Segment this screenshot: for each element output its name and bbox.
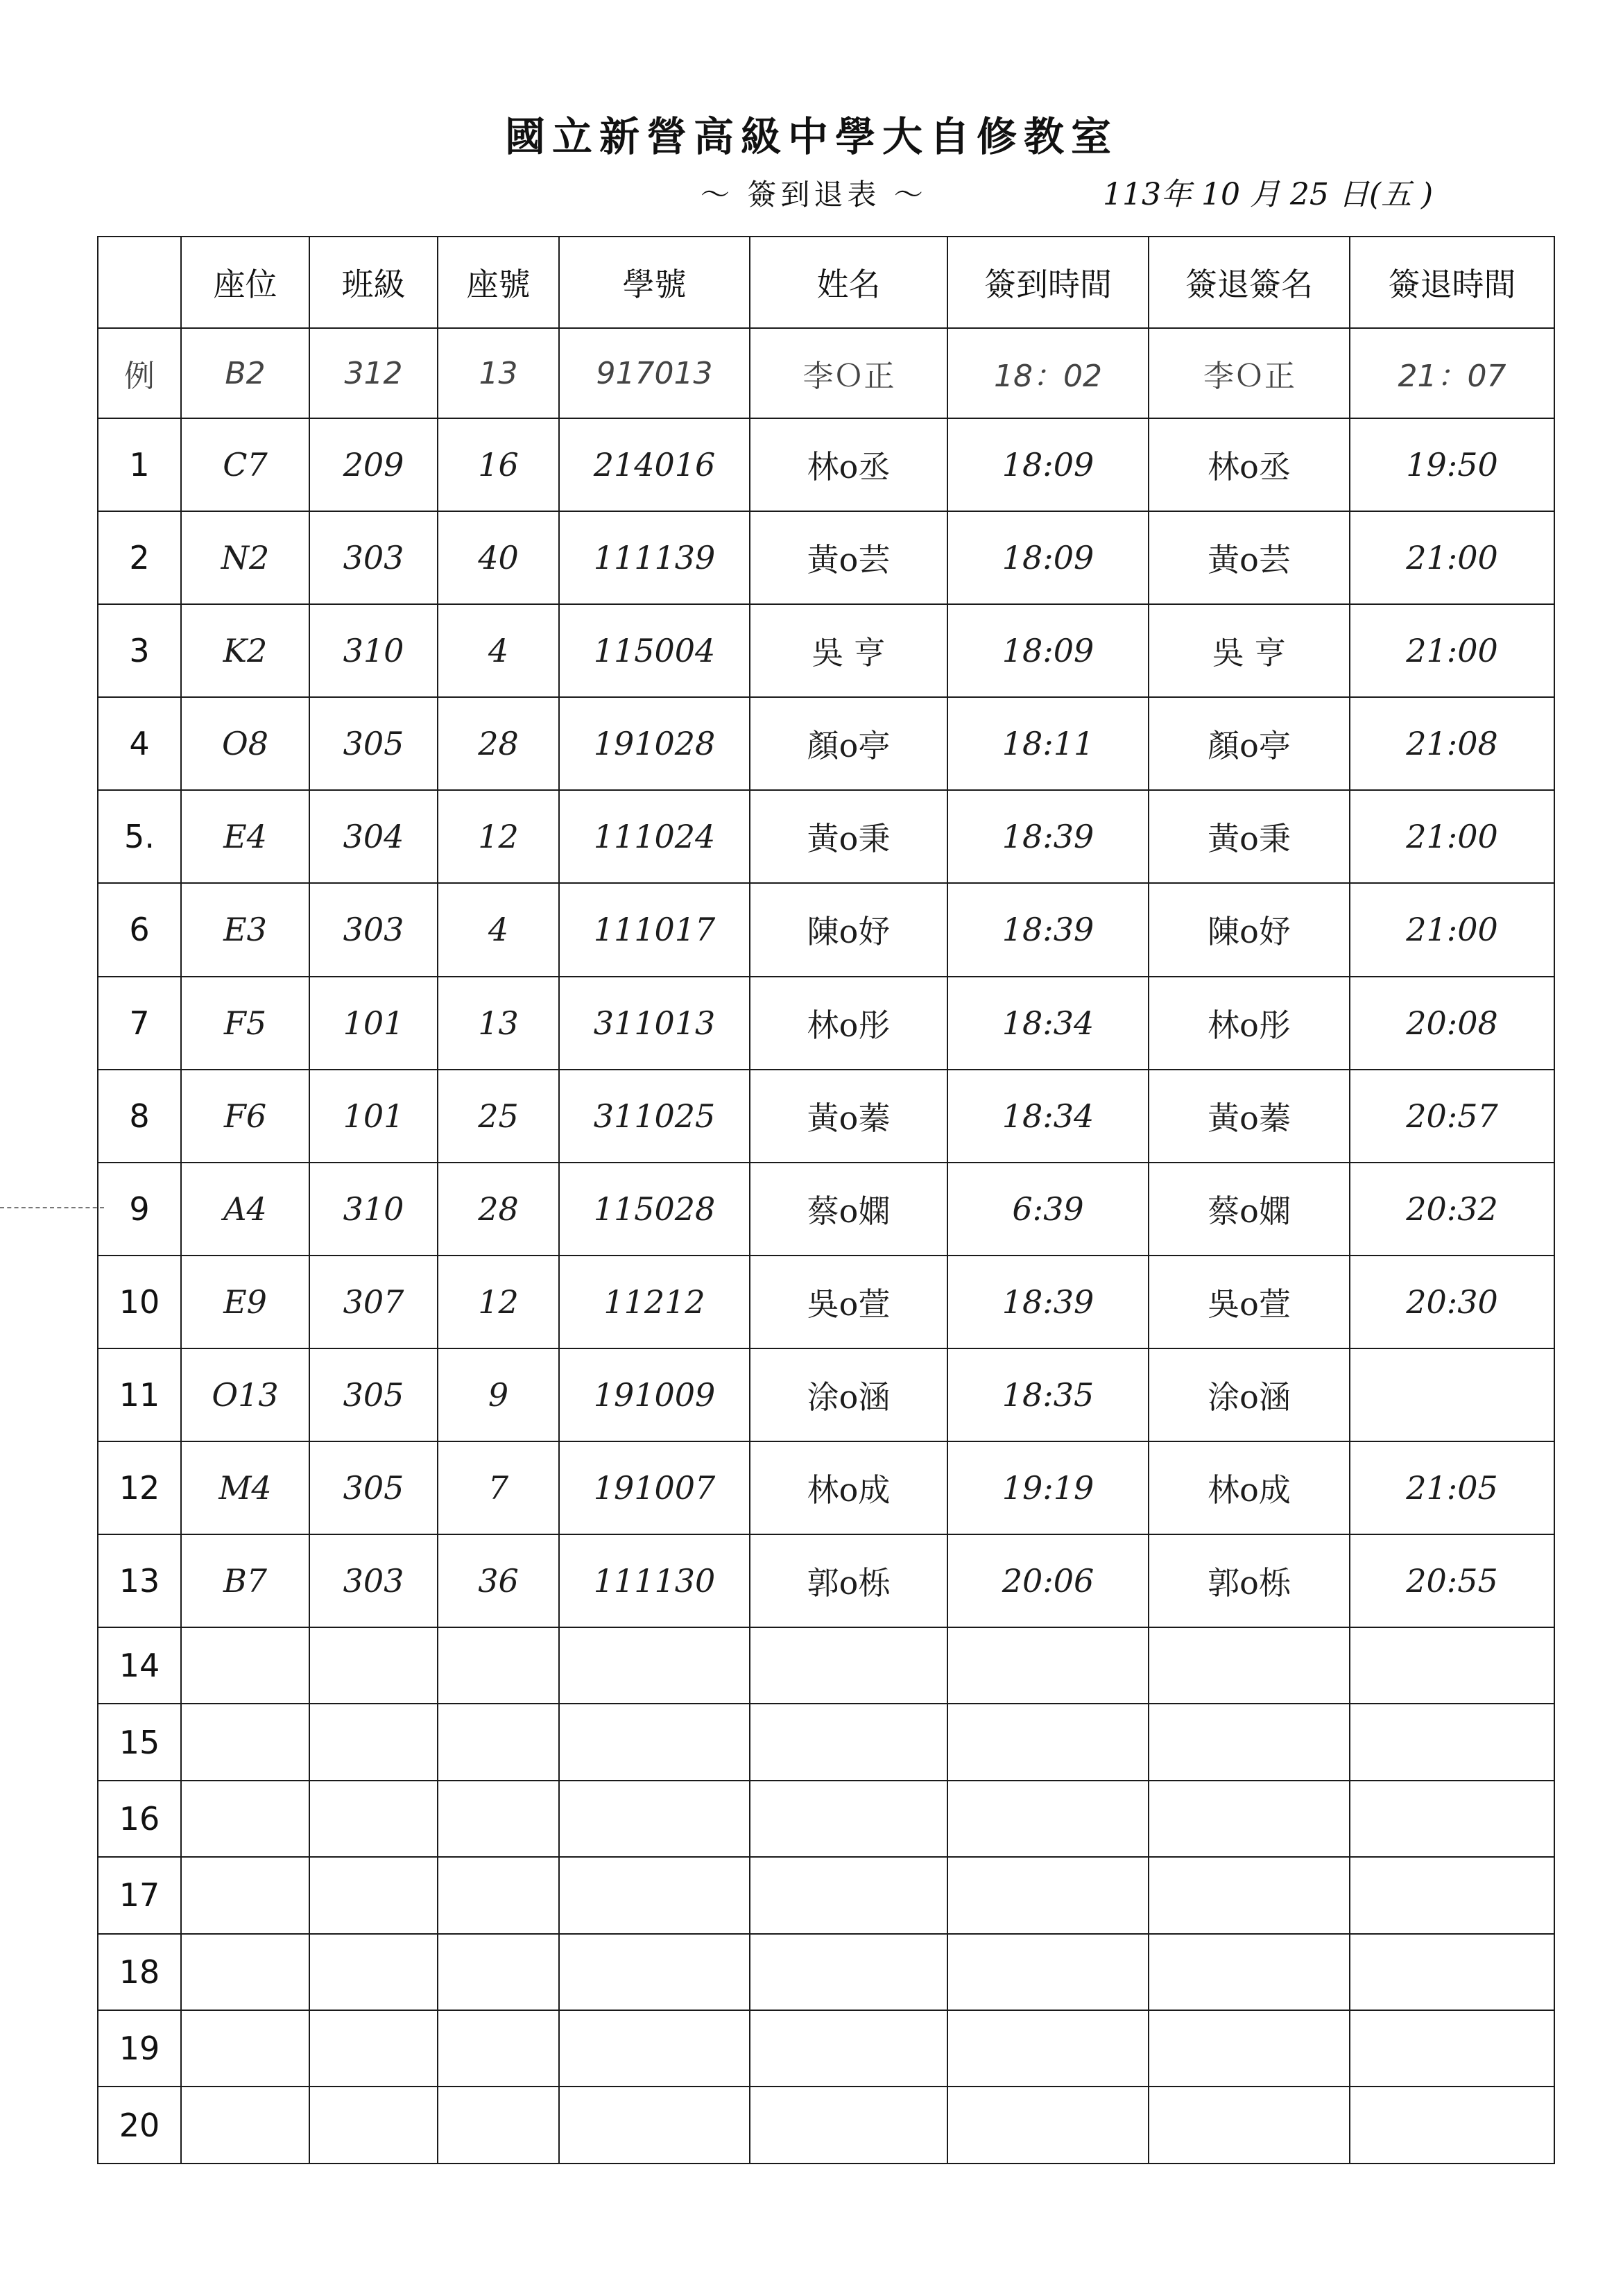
table-row <box>98 1627 1554 1704</box>
cell-number <box>438 2087 559 2164</box>
cell-number <box>438 1857 559 1933</box>
cell-sign-out-time: 20:32 <box>1350 1163 1554 1256</box>
cell-number <box>438 2010 559 2087</box>
cell-sign-out-time: 21:00 <box>1350 790 1554 883</box>
cell-name-signature: 黃o秉 <box>750 790 947 883</box>
row-index: 9 <box>98 1163 181 1256</box>
cell-sign-out-time: 20:55 <box>1350 1534 1554 1627</box>
cell-seat <box>181 2087 309 2164</box>
cell-class: 307 <box>309 1256 438 1348</box>
cell-class: 303 <box>309 511 438 604</box>
cell-sign-in-time <box>947 2010 1149 2087</box>
cell-sign-out-time <box>1350 1348 1554 1441</box>
row-index: 14 <box>98 1627 181 1704</box>
cell-student-id: 111024 <box>559 790 750 883</box>
table-row <box>98 418 1554 511</box>
cell-sign-in-time <box>947 1627 1149 1704</box>
example-class: 312 <box>309 328 438 418</box>
table-row <box>98 2087 1554 2164</box>
cell-sign-in-time: 18:09 <box>947 511 1149 604</box>
cell-sign-out-signature: 黃o秉 <box>1149 790 1350 883</box>
cell-sign-out-time <box>1350 1627 1554 1704</box>
table-row <box>98 1534 1554 1627</box>
row-index: 2 <box>98 511 181 604</box>
cell-student-id: 115004 <box>559 604 750 697</box>
cell-sign-out-time <box>1350 1857 1554 1933</box>
cell-sign-out-signature: 吳o萱 <box>1149 1256 1350 1348</box>
form-date: 113年 10 月 25 日(五 ) <box>1103 177 1434 212</box>
cell-name-signature: 吳 亨 <box>750 604 947 697</box>
cell-class <box>309 2087 438 2164</box>
cell-student-id: 191007 <box>559 1441 750 1534</box>
cell-seat <box>181 1934 309 2010</box>
column-header-student-id: 學號 <box>559 237 750 328</box>
cell-student-id: 111130 <box>559 1534 750 1627</box>
cell-class <box>309 1857 438 1933</box>
row-index: 5. <box>98 790 181 883</box>
cell-student-id: 115028 <box>559 1163 750 1256</box>
cell-class <box>309 1934 438 2010</box>
cell-sign-out-signature: 林o丞 <box>1149 418 1350 511</box>
cell-sign-in-time: 18:35 <box>947 1348 1149 1441</box>
table-row <box>98 1857 1554 1933</box>
row-index: 13 <box>98 1534 181 1627</box>
cell-sign-out-signature: 吳 亨 <box>1149 604 1350 697</box>
cell-sign-in-time: 6:39 <box>947 1163 1149 1256</box>
row-index: 8 <box>98 1070 181 1163</box>
table-row <box>98 511 1554 604</box>
cell-name-signature <box>750 1704 947 1780</box>
row-index: 18 <box>98 1934 181 2010</box>
cell-sign-in-time: 20:06 <box>947 1534 1149 1627</box>
example-label: 例 <box>98 328 181 418</box>
example-seat: B2 <box>181 328 309 418</box>
row-index: 19 <box>98 2010 181 2087</box>
cell-name-signature: 涂o涵 <box>750 1348 947 1441</box>
cell-seat: O13 <box>181 1348 309 1441</box>
cell-sign-out-time: 21:00 <box>1350 883 1554 976</box>
cell-seat <box>181 2010 309 2087</box>
cell-class: 305 <box>309 697 438 790</box>
row-index: 12 <box>98 1441 181 1534</box>
cell-name-signature: 黃o蓁 <box>750 1070 947 1163</box>
column-header-index <box>98 237 181 328</box>
cell-sign-out-signature: 林o彤 <box>1149 977 1350 1070</box>
cell-class: 101 <box>309 977 438 1070</box>
table-row <box>98 604 1554 697</box>
cell-sign-in-time <box>947 2087 1149 2164</box>
example-number: 13 <box>438 328 559 418</box>
table-row <box>98 1256 1554 1348</box>
row-index: 16 <box>98 1781 181 1857</box>
cell-student-id <box>559 1781 750 1857</box>
cell-sign-out-time: 20:57 <box>1350 1070 1554 1163</box>
table-row <box>98 1070 1554 1163</box>
cell-seat <box>181 1627 309 1704</box>
cell-number: 40 <box>438 511 559 604</box>
column-header-sign-out-signature: 簽退簽名 <box>1149 237 1350 328</box>
cell-number <box>438 1781 559 1857</box>
table-row <box>98 1348 1554 1441</box>
cell-number: 7 <box>438 1441 559 1534</box>
cell-number: 9 <box>438 1348 559 1441</box>
cell-class <box>309 1781 438 1857</box>
cell-sign-in-time <box>947 1704 1149 1780</box>
row-index: 15 <box>98 1704 181 1780</box>
cell-number: 25 <box>438 1070 559 1163</box>
header-row <box>98 237 1554 328</box>
cell-number: 28 <box>438 1163 559 1256</box>
column-header-seat: 座位 <box>181 237 309 328</box>
sign-in-out-table <box>97 236 1555 2164</box>
cell-sign-out-signature: 林o成 <box>1149 1441 1350 1534</box>
cell-student-id <box>559 1704 750 1780</box>
cell-name-signature: 黃o芸 <box>750 511 947 604</box>
cell-sign-out-signature: 涂o涵 <box>1149 1348 1350 1441</box>
form-title: 國立新營高級中學大自修教室 <box>504 113 1118 160</box>
cell-sign-out-signature <box>1149 1704 1350 1780</box>
cell-sign-out-signature <box>1149 1781 1350 1857</box>
cell-name-signature <box>750 2087 947 2164</box>
cell-sign-out-time: 21:00 <box>1350 604 1554 697</box>
cell-sign-out-signature: 黃o蓁 <box>1149 1070 1350 1163</box>
cell-student-id: 311025 <box>559 1070 750 1163</box>
cell-class: 310 <box>309 1163 438 1256</box>
cell-name-signature <box>750 1857 947 1933</box>
cell-name-signature: 吳o萱 <box>750 1256 947 1348</box>
row-index: 6 <box>98 883 181 976</box>
cell-seat: E3 <box>181 883 309 976</box>
row-index: 3 <box>98 604 181 697</box>
table-row <box>98 1441 1554 1534</box>
cell-number: 4 <box>438 883 559 976</box>
cell-number <box>438 1627 559 1704</box>
row-index: 4 <box>98 697 181 790</box>
cell-student-id <box>559 2087 750 2164</box>
cell-sign-in-time: 18:34 <box>947 977 1149 1070</box>
cell-sign-out-time: 21:08 <box>1350 697 1554 790</box>
cell-sign-out-signature: 郭o栎 <box>1149 1534 1350 1627</box>
table-row <box>98 1781 1554 1857</box>
cell-seat: E9 <box>181 1256 309 1348</box>
cell-class: 303 <box>309 883 438 976</box>
cell-sign-out-signature: 蔡o嫻 <box>1149 1163 1350 1256</box>
cell-seat: A4 <box>181 1163 309 1256</box>
cell-name-signature: 蔡o嫻 <box>750 1163 947 1256</box>
cell-sign-out-time: 21:05 <box>1350 1441 1554 1534</box>
table-row <box>98 1934 1554 2010</box>
cell-student-id: 191028 <box>559 697 750 790</box>
cell-class: 305 <box>309 1441 438 1534</box>
cell-name-signature: 顏o亭 <box>750 697 947 790</box>
example-sign-out-name: 李Ｏ正 <box>1149 328 1350 418</box>
cell-sign-out-time: 21:00 <box>1350 511 1554 604</box>
cell-sign-out-time: 20:08 <box>1350 977 1554 1070</box>
cell-student-id: 191009 <box>559 1348 750 1441</box>
cell-student-id <box>559 1627 750 1704</box>
cell-sign-out-time <box>1350 1781 1554 1857</box>
cell-seat <box>181 1704 309 1780</box>
cell-student-id <box>559 1934 750 2010</box>
cell-number: 16 <box>438 418 559 511</box>
cell-name-signature <box>750 1934 947 2010</box>
cell-name-signature: 林o彤 <box>750 977 947 1070</box>
scan-artifact-line <box>0 1207 104 1208</box>
cell-sign-in-time: 18:09 <box>947 418 1149 511</box>
cell-seat: O8 <box>181 697 309 790</box>
cell-seat: B7 <box>181 1534 309 1627</box>
cell-sign-out-time: 20:30 <box>1350 1256 1554 1348</box>
cell-sign-out-signature <box>1149 2087 1350 2164</box>
table-row <box>98 1704 1554 1780</box>
cell-name-signature: 林o成 <box>750 1441 947 1534</box>
example-sign-in: 18：02 <box>947 328 1149 418</box>
row-index: 7 <box>98 977 181 1070</box>
cell-sign-out-time <box>1350 2087 1554 2164</box>
cell-class: 209 <box>309 418 438 511</box>
cell-class <box>309 1704 438 1780</box>
cell-name-signature <box>750 1627 947 1704</box>
cell-sign-in-time <box>947 1781 1149 1857</box>
cell-sign-out-signature <box>1149 1934 1350 2010</box>
cell-sign-in-time <box>947 1934 1149 2010</box>
cell-sign-out-time <box>1350 2010 1554 2087</box>
cell-sign-in-time: 18:34 <box>947 1070 1149 1163</box>
example-sign-out: 21：07 <box>1350 328 1554 418</box>
form-subtitle: ～ 簽到退表 ～ <box>701 178 927 212</box>
column-header-sign-in-time: 簽到時間 <box>947 237 1149 328</box>
cell-number: 28 <box>438 697 559 790</box>
cell-seat: F5 <box>181 977 309 1070</box>
cell-name-signature: 郭o栎 <box>750 1534 947 1627</box>
cell-student-id: 311013 <box>559 977 750 1070</box>
cell-student-id <box>559 2010 750 2087</box>
cell-sign-in-time: 19:19 <box>947 1441 1149 1534</box>
cell-seat <box>181 1857 309 1933</box>
cell-sign-out-time <box>1350 1934 1554 2010</box>
cell-student-id: 214016 <box>559 418 750 511</box>
table-row <box>98 790 1554 883</box>
cell-seat <box>181 1781 309 1857</box>
cell-sign-out-signature <box>1149 1857 1350 1933</box>
cell-student-id: 11212 <box>559 1256 750 1348</box>
cell-class: 305 <box>309 1348 438 1441</box>
cell-sign-out-signature <box>1149 2010 1350 2087</box>
cell-seat: K2 <box>181 604 309 697</box>
cell-class: 310 <box>309 604 438 697</box>
cell-number <box>438 1704 559 1780</box>
cell-class: 303 <box>309 1534 438 1627</box>
cell-student-id <box>559 1857 750 1933</box>
table-row <box>98 883 1554 976</box>
cell-sign-in-time: 18:39 <box>947 1256 1149 1348</box>
cell-sign-in-time: 18:11 <box>947 697 1149 790</box>
cell-sign-in-time <box>947 1857 1149 1933</box>
cell-sign-in-time: 18:39 <box>947 790 1149 883</box>
cell-student-id: 111017 <box>559 883 750 976</box>
cell-number: 36 <box>438 1534 559 1627</box>
example-row <box>98 328 1554 418</box>
cell-sign-out-signature: 陳o妤 <box>1149 883 1350 976</box>
row-index: 1 <box>98 418 181 511</box>
cell-sign-out-time: 19:50 <box>1350 418 1554 511</box>
cell-class: 101 <box>309 1070 438 1163</box>
column-header-sign-out-time: 簽退時間 <box>1350 237 1554 328</box>
cell-name-signature: 陳o妤 <box>750 883 947 976</box>
row-index: 11 <box>98 1348 181 1441</box>
example-name: 李Ｏ正 <box>750 328 947 418</box>
table-row <box>98 697 1554 790</box>
cell-seat: C7 <box>181 418 309 511</box>
cell-seat: F6 <box>181 1070 309 1163</box>
cell-seat: N2 <box>181 511 309 604</box>
cell-name-signature <box>750 1781 947 1857</box>
column-header-number: 座號 <box>438 237 559 328</box>
cell-sign-in-time: 18:09 <box>947 604 1149 697</box>
column-header-class: 班級 <box>309 237 438 328</box>
cell-sign-out-signature: 顏o亭 <box>1149 697 1350 790</box>
table-row <box>98 1163 1554 1256</box>
cell-class <box>309 2010 438 2087</box>
cell-class <box>309 1627 438 1704</box>
cell-number: 12 <box>438 790 559 883</box>
cell-seat: M4 <box>181 1441 309 1534</box>
row-index: 17 <box>98 1857 181 1933</box>
row-index: 10 <box>98 1256 181 1348</box>
cell-number: 13 <box>438 977 559 1070</box>
column-header-name: 姓名 <box>750 237 947 328</box>
example-student-id: 917013 <box>559 328 750 418</box>
cell-seat: E4 <box>181 790 309 883</box>
cell-number: 12 <box>438 1256 559 1348</box>
cell-name-signature: 林o丞 <box>750 418 947 511</box>
row-index: 20 <box>98 2087 181 2164</box>
cell-student-id: 111139 <box>559 511 750 604</box>
cell-sign-out-time <box>1350 1704 1554 1780</box>
cell-sign-out-signature: 黃o芸 <box>1149 511 1350 604</box>
cell-name-signature <box>750 2010 947 2087</box>
cell-number: 4 <box>438 604 559 697</box>
cell-number <box>438 1934 559 2010</box>
cell-class: 304 <box>309 790 438 883</box>
table-row <box>98 977 1554 1070</box>
cell-sign-out-signature <box>1149 1627 1350 1704</box>
table-row <box>98 2010 1554 2087</box>
cell-sign-in-time: 18:39 <box>947 883 1149 976</box>
